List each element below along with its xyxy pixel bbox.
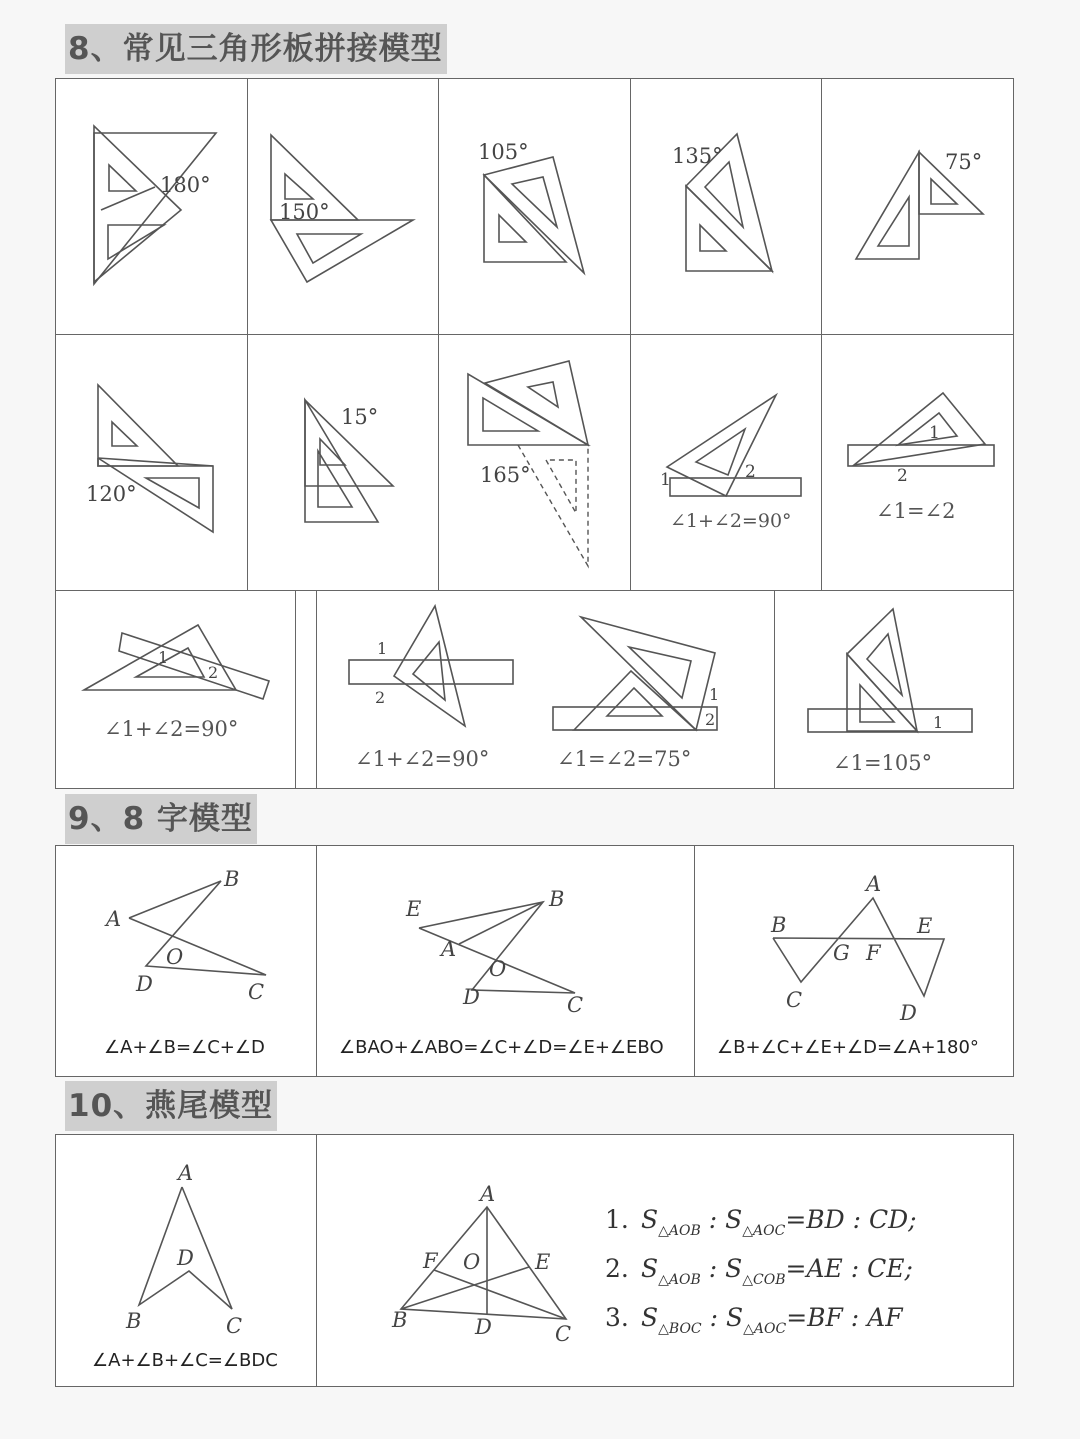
figure-165-degrees (438, 335, 630, 590)
figure-ruler-angle-105 (775, 591, 1013, 788)
label-1: 1 (933, 713, 944, 732)
figure-double-eight (695, 846, 1013, 1076)
angle-label: 15° (341, 405, 379, 429)
point-b: B (549, 887, 565, 911)
figure-caption: ∠1=∠2 (876, 499, 956, 523)
figure-105-degrees (438, 79, 630, 334)
angle-label: 180° (160, 173, 211, 197)
point-o: O (489, 957, 507, 981)
label-1: 1 (660, 470, 671, 490)
point-a: A (441, 937, 457, 961)
section-title-10: 10、燕尾模型 (65, 1081, 277, 1131)
figure-caption: ∠1+∠2=90° (355, 747, 490, 771)
figure-caption: ∠A+∠B+∠C=∠BDC (92, 1350, 278, 1371)
label-2: 2 (208, 663, 219, 682)
label-1: 1 (158, 648, 169, 667)
triangle-ruler-grid (55, 78, 1014, 789)
point-f: F (423, 1249, 438, 1273)
angle-label: 165° (480, 463, 531, 487)
point-o: O (463, 1250, 481, 1274)
point-f: F (866, 941, 881, 965)
point-e: E (535, 1250, 551, 1274)
point-c: C (567, 993, 584, 1017)
point-b: B (224, 867, 240, 891)
figure-120-degrees (56, 335, 247, 590)
point-d: D (463, 985, 480, 1009)
figure-15-degrees (247, 335, 438, 590)
figure-caption: ∠A+∠B=∠C+∠D (104, 1037, 265, 1058)
figure-ruler-angle-sum-2 (317, 591, 539, 788)
angle-label: 120° (86, 482, 137, 506)
figure-caption: ∠B+∠C+∠E+∠D=∠A+180° (717, 1037, 979, 1058)
figure-eight-extended (317, 846, 694, 1076)
label-1: 1 (709, 685, 720, 704)
point-b: B (771, 913, 787, 937)
figure-135-degrees (630, 79, 821, 334)
label-2: 2 (897, 466, 908, 486)
figure-ruler-angle-sum-1 (56, 591, 295, 788)
swallowtail-grid (55, 1134, 1014, 1387)
point-b: B (392, 1308, 408, 1332)
angle-label: 135° (672, 144, 723, 168)
point-a: A (866, 872, 882, 896)
col-divider (295, 590, 296, 788)
area-ratio-formula-3: 3. $S_{\triangle BOC}$ : $S_{\triangle AOC}=BF$ : AF (605, 1303, 903, 1337)
figure-angle-sum-90 (630, 335, 821, 590)
section-title-9: 9、8 字模型 (65, 794, 257, 844)
figure-caption: ∠1+∠2=90° (104, 717, 239, 741)
point-a: A (106, 907, 122, 931)
point-c: C (786, 988, 803, 1012)
figure-75-degrees (821, 79, 1013, 334)
label-2: 2 (375, 688, 386, 707)
figure-swallowtail-angle (56, 1135, 316, 1386)
section-title-8: 8、常见三角形板拼接模型 (65, 24, 447, 74)
point-c: C (226, 1314, 243, 1338)
label-1: 1 (929, 423, 940, 443)
angle-label: 75° (945, 150, 983, 174)
point-d: D (475, 1315, 492, 1339)
point-d: D (177, 1246, 194, 1270)
point-a: A (178, 1161, 194, 1185)
label-2: 2 (705, 710, 716, 729)
point-c: C (555, 1322, 572, 1346)
label-1: 1 (377, 639, 388, 658)
figure-eight-grid (55, 845, 1014, 1077)
point-d: D (900, 1001, 917, 1025)
area-ratio-formula-2: 2. $S_{\triangle AOB}$ : $S_{\triangle COB}=AE$ : CE; (605, 1254, 913, 1288)
figure-caption: ∠BAO+∠ABO=∠C+∠D=∠E+∠EBO (339, 1037, 664, 1058)
point-d: D (136, 972, 153, 996)
area-ratio-formula-1: 1. $S_{\triangle AOB}$ : $S_{\triangle AOC}=BD$ : CD; (605, 1205, 917, 1239)
figure-caption: ∠1=105° (833, 751, 933, 775)
point-a: A (480, 1182, 496, 1206)
point-e: E (917, 914, 933, 938)
figure-eight-basic (56, 846, 316, 1076)
label-2: 2 (745, 462, 756, 482)
point-b: B (126, 1309, 142, 1333)
figure-caption: ∠1+∠2=90° (670, 510, 792, 532)
point-o: O (166, 945, 184, 969)
angle-label: 150° (279, 200, 330, 224)
figure-caption: ∠1=∠2=75° (557, 747, 692, 771)
angle-label: 105° (478, 140, 529, 164)
point-g: G (833, 941, 850, 965)
figure-area-ratio (317, 1135, 1015, 1386)
figure-150-degrees (247, 79, 438, 334)
point-c: C (248, 980, 265, 1004)
figure-ruler-angle-75 (539, 591, 774, 788)
figure-angle-equal (821, 335, 1013, 590)
figure-180-degrees (56, 79, 247, 334)
point-e: E (406, 897, 422, 921)
